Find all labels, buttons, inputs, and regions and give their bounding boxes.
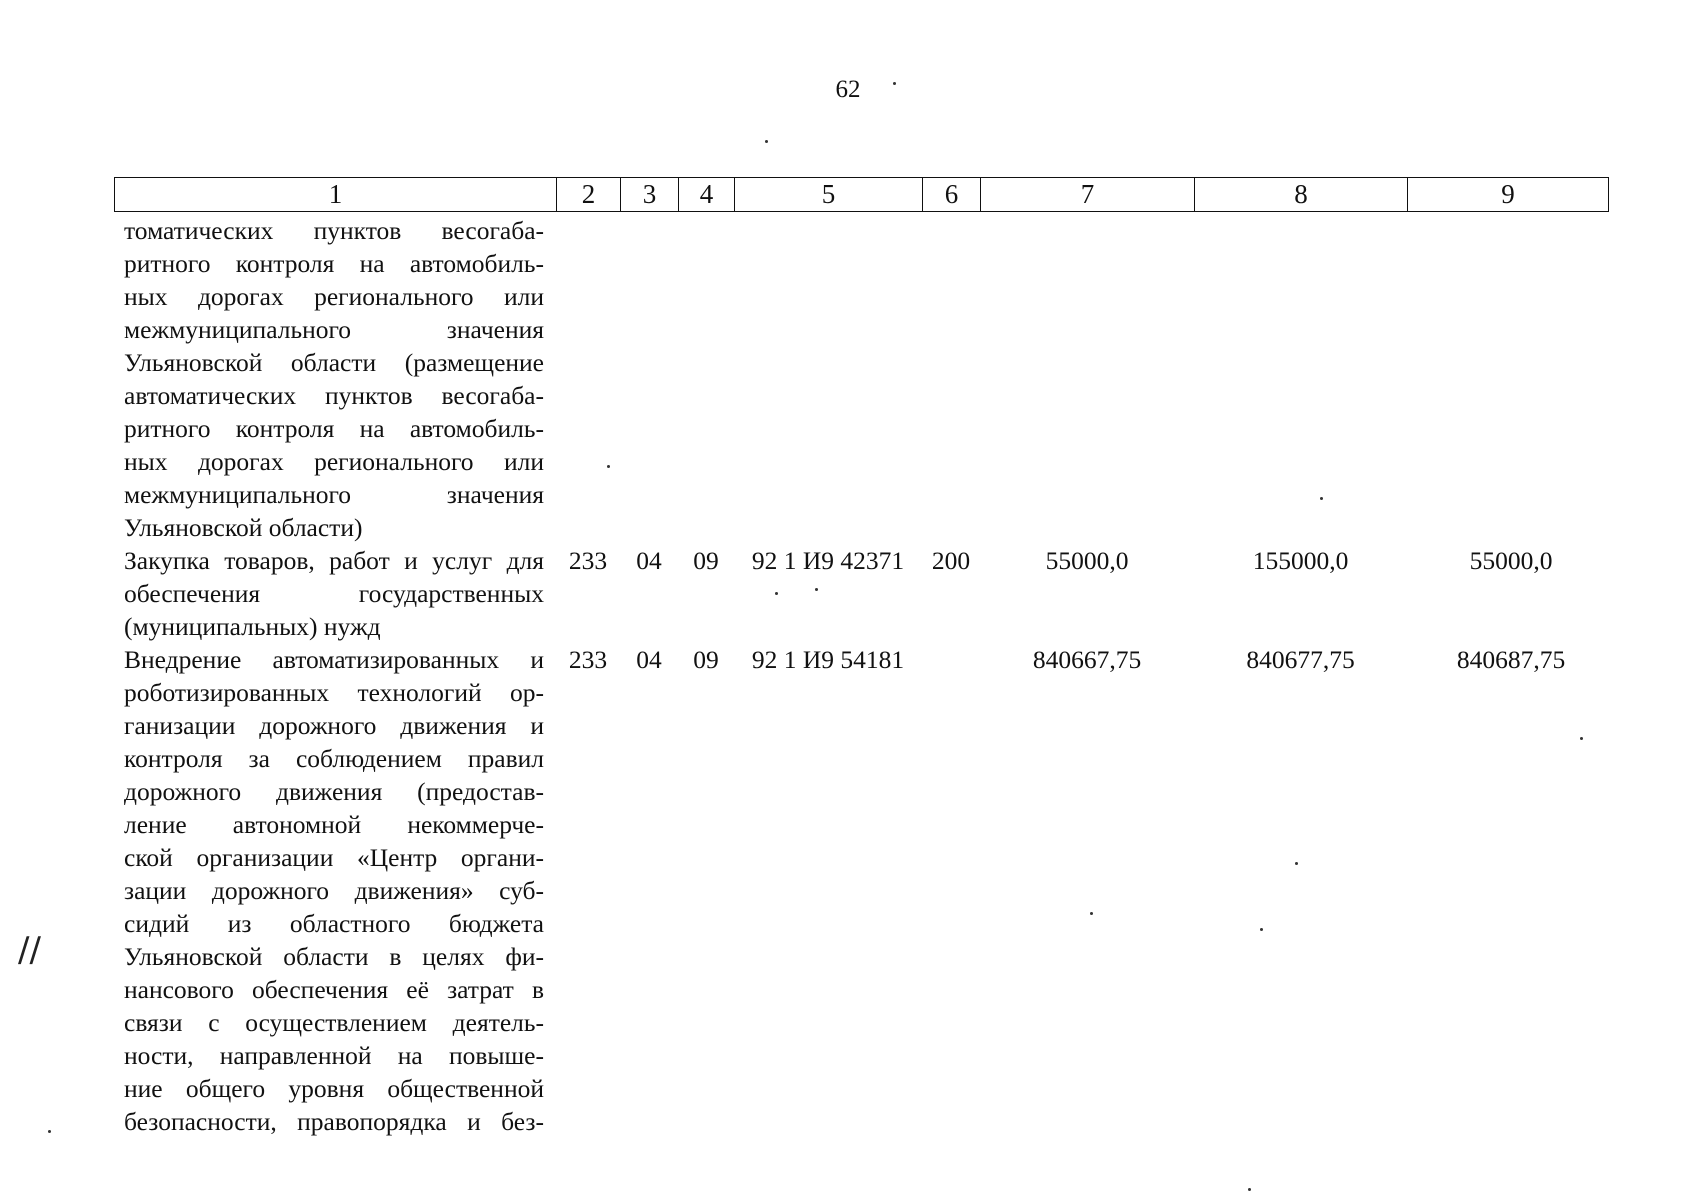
description-line: зации дорожного движения» суб- — [124, 876, 544, 905]
cell-ministry-code: 233 — [568, 546, 608, 575]
cell-ministry-code: 233 — [568, 645, 608, 674]
cell-subsection-code: 09 — [693, 546, 719, 575]
description-line: ритного контроля на автомобиль- — [124, 249, 544, 278]
cell-target-article: 92 1 И9 54181 — [751, 645, 905, 674]
description-line: ности, направленной на повыше- — [124, 1041, 544, 1070]
description-line: Внедрение автоматизированных и — [124, 645, 544, 674]
description-line: дорожного движения (предостав- — [124, 777, 544, 806]
column-header-6: 6 — [923, 178, 981, 212]
description-line: томатических пунктов весогаба- — [124, 216, 544, 245]
page-number: 62 — [835, 76, 861, 103]
cell-amount-year-2: 155000,0 — [1252, 546, 1349, 575]
scan-speck — [1580, 737, 1583, 740]
scan-speck — [893, 82, 896, 85]
cell-amount-year-3: 840687,75 — [1456, 645, 1566, 674]
description-line: Ульяновской области (размещение — [124, 348, 544, 377]
column-header-1: 1 — [115, 178, 557, 212]
description-line: сидий из областного бюджета — [124, 909, 544, 938]
column-header-row — [114, 177, 1609, 212]
description-line: ние общего уровня общественной — [124, 1074, 544, 1103]
description-line: межмуниципального значения — [124, 315, 544, 344]
description-line: ных дорогах регионального или — [124, 447, 544, 476]
scan-speck — [1090, 912, 1093, 915]
scan-speck — [765, 140, 768, 143]
cell-target-article: 92 1 И9 42371 — [751, 546, 905, 575]
description-line: ритного контроля на автомобиль- — [124, 414, 544, 443]
row-description — [124, 544, 544, 643]
column-header-9: 9 — [1408, 178, 1609, 212]
scan-speck — [815, 588, 818, 591]
description-line: ных дорогах регионального или — [124, 282, 544, 311]
scan-speck — [1260, 928, 1263, 931]
cell-amount-year-1: 55000,0 — [1045, 546, 1129, 575]
cell-expense-type: 200 — [931, 546, 971, 575]
description-line: нансового обеспечения её затрат в — [124, 975, 544, 1004]
cell-section-code: 04 — [636, 645, 662, 674]
cell-amount-year-1: 840667,75 — [1032, 645, 1142, 674]
description-line: автоматических пунктов весогаба- — [124, 381, 544, 410]
column-header-3: 3 — [621, 178, 679, 212]
scan-speck — [775, 592, 778, 595]
cell-subsection-code: 09 — [693, 645, 719, 674]
description-line: связи с осуществлением деятель- — [124, 1008, 544, 1037]
column-header-5: 5 — [735, 178, 923, 212]
description-line: Ульяновской области в целях фи- — [124, 942, 544, 971]
cell-section-code: 04 — [636, 546, 662, 575]
description-line: межмуниципального значения — [124, 480, 544, 509]
description-line: безопасности, правопорядка и без- — [124, 1107, 544, 1136]
scan-speck — [1320, 497, 1323, 500]
scan-speck — [1295, 862, 1298, 865]
description-line: Ульяновской области) — [124, 513, 363, 542]
scan-speck — [1248, 1188, 1251, 1191]
cell-amount-year-2: 840677,75 — [1246, 645, 1355, 674]
description-line: роботизированных технологий ор- — [124, 678, 544, 707]
description-line: ление автономной некоммерче- — [124, 810, 544, 839]
description-line: (муниципальных) нужд — [124, 612, 381, 641]
column-header-2: 2 — [557, 178, 621, 212]
row-description — [124, 214, 544, 544]
description-line: контроля за соблюдением правил — [124, 744, 544, 773]
scan-speck — [48, 1130, 51, 1133]
description-line: ской организации «Центр органи- — [124, 843, 544, 872]
description-line: обеспечения государственных — [124, 579, 544, 608]
column-header-8: 8 — [1195, 178, 1408, 212]
description-line: ганизации дорожного движения и — [124, 711, 544, 740]
column-header-4: 4 — [679, 178, 735, 212]
scan-speck — [607, 465, 610, 468]
description-line: Закупка товаров, работ и услуг для — [124, 546, 544, 575]
cell-amount-year-3: 55000,0 — [1469, 546, 1553, 575]
column-header-7: 7 — [981, 178, 1195, 212]
pen-mark: ∕∕ — [18, 930, 41, 970]
row-description — [124, 643, 544, 1138]
